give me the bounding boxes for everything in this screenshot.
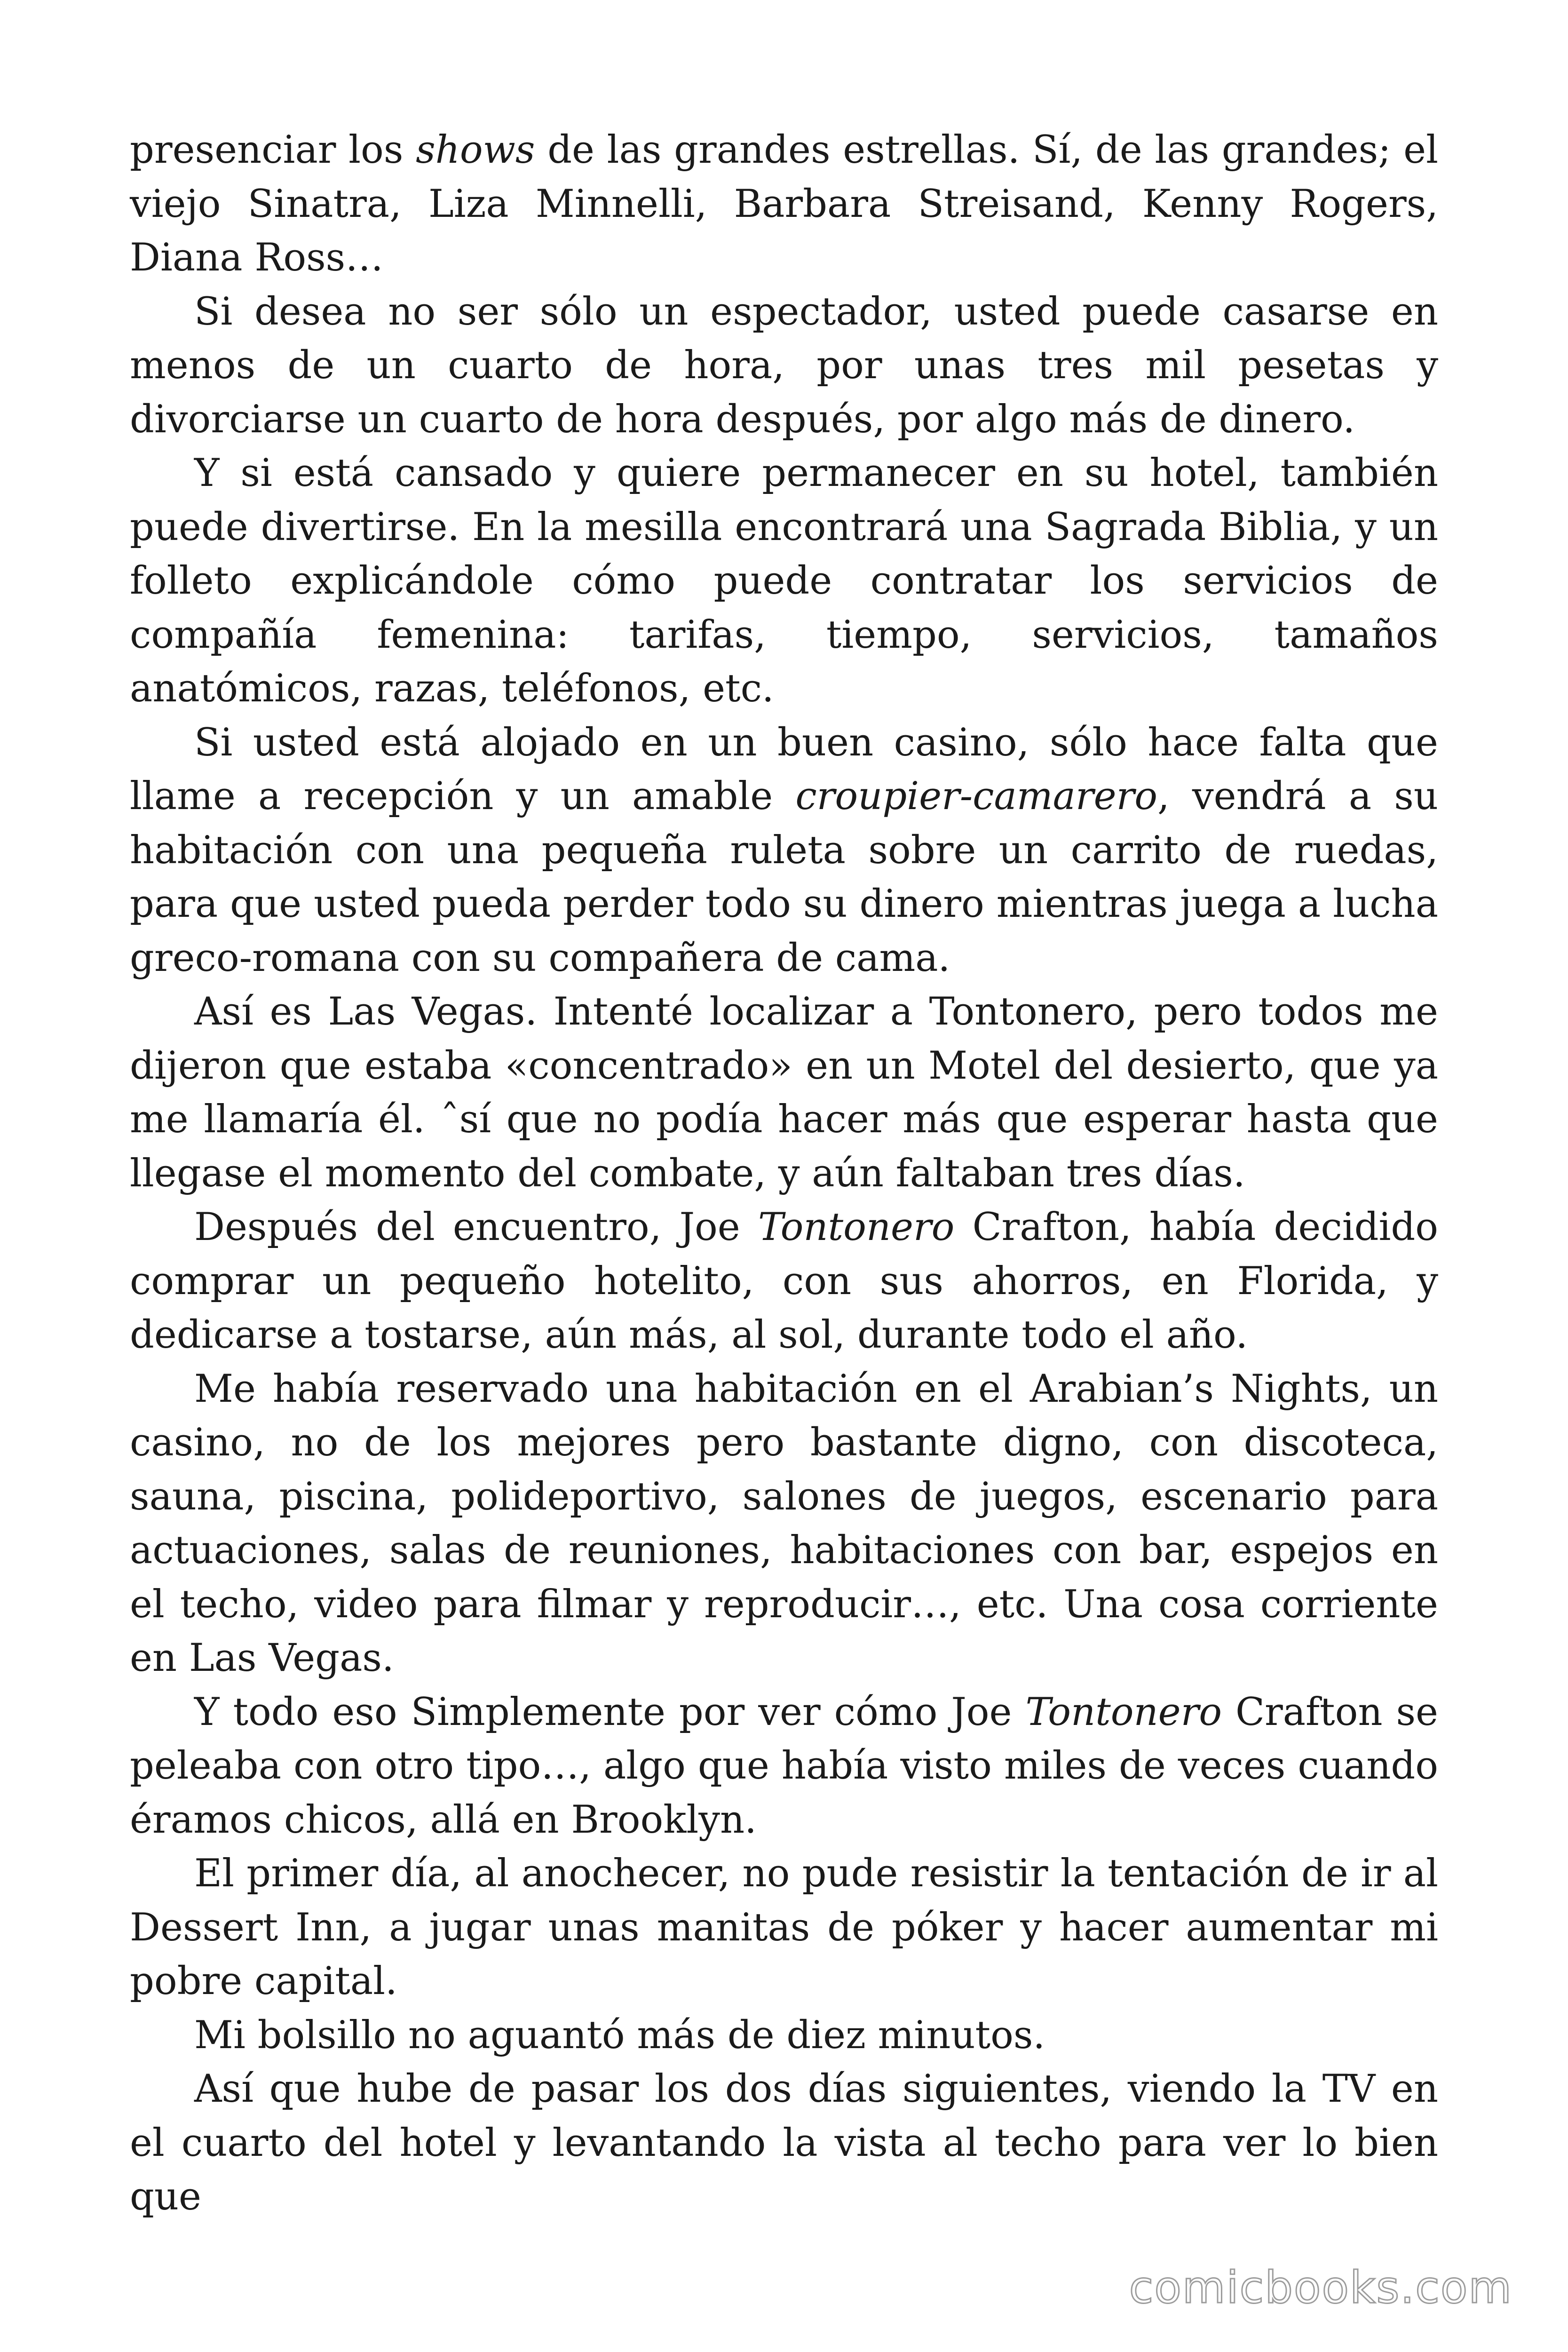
text-run: Si desea no ser sólo un espectador, usted puede casarse en menos de un cuarto de hora, por unas tres mil pesetas y divorciarse un cuarto de hora después, por algo más de dinero. [130, 289, 1438, 442]
paragraph [130, 123, 1438, 285]
text-run: Así es Las Vegas. Intenté localizar a Tontonero, pero todos me dijeron que estaba «concentrado» en un Motel del desierto, que ya me llamaría él. ˆsí que no podía hacer más que esperar hasta que llegase el momento del combate, y aún faltaban tres días. [130, 990, 1438, 1196]
text-run: Después del encuentro, Joe [194, 1205, 758, 1249]
paragraph [130, 446, 1438, 716]
text-run: de las grandes estrellas. Sí, de las grandes; el viejo Sinatra, Liza Minnelli, Barbara Streisand, Kenny Rogers, Diana Ross… [130, 128, 1438, 280]
text-run: Mi bolsillo no aguantó más de diez minutos. [194, 2013, 1045, 2058]
text-run: presenciar los [130, 128, 416, 172]
text-run: Si usted está alojado en un buen casino, sólo hace falta que llame a recepción y un amable [130, 720, 1438, 818]
paragraph [130, 1847, 1438, 2009]
paragraph [130, 285, 1438, 447]
paragraph [130, 1362, 1438, 1685]
watermark-text: comicbooks.com [1129, 2262, 1513, 2313]
italic-text: shows [416, 128, 535, 172]
text-run: Me había reservado una habitación en el Arabian’s Nights, un casino, no de los mejores pero bastante digno, con discoteca, sauna, piscina, polideportivo, salones de juegos, escenario para actuaciones, salas de reuniones, habitaciones con bar, espejos en el techo, video para filmar y reproducir…, etc. Una cosa corriente en Las Vegas. [130, 1367, 1438, 1680]
italic-text: Tontonero [1025, 1690, 1222, 1734]
text-run: Crafton, había decidido comprar un pequeño hotelito, con sus ahorros, en Florida, y dedicarse a tostarse, aún más, al sol, durante todo el año. [130, 1205, 1438, 1357]
text-run: Y todo eso Simplemente por ver cómo Joe [194, 1690, 1026, 1734]
text-run: Y si está cansado y quiere permanecer en su hotel, también puede divertirse. En la mesilla encontrará una Sagrada Biblia, y un folleto explicándole cómo puede contratar los servicios de compañía femenina: tarifas, tiempo, servicios, tamaños anatómicos, razas, teléfonos, etc. [130, 451, 1438, 711]
paragraph [130, 2009, 1438, 2063]
page-body [130, 123, 1438, 2224]
text-run: El primer día, al anochecer, no pude resistir la tentación de ir al Dessert Inn, a jugar unas manitas de póker y hacer aumentar mi pobre capital. [130, 1851, 1438, 2003]
paragraph [130, 1200, 1438, 1362]
text-run: , vendrá a su habitación con una pequeña ruleta sobre un carrito de ruedas, para que usted pueda perder todo su dinero mientras juega a lucha greco-romana con su compañera de cama. [130, 774, 1439, 980]
paragraph [130, 985, 1438, 1200]
paragraph [130, 1685, 1438, 1847]
text-run: Así que hube de pasar los dos días siguientes, viendo la TV en el cuarto del hotel y levantando la vista al techo para ver lo bien que [130, 2067, 1438, 2219]
italic-text: croupier-camarero [795, 774, 1158, 818]
text-run: Crafton se peleaba con otro tipo…, algo que había visto miles de veces cuando éramos chicos, allá en Brooklyn. [130, 1690, 1438, 1842]
paragraph [130, 2062, 1438, 2224]
paragraph [130, 716, 1438, 985]
italic-text: Tontonero [758, 1205, 955, 1249]
